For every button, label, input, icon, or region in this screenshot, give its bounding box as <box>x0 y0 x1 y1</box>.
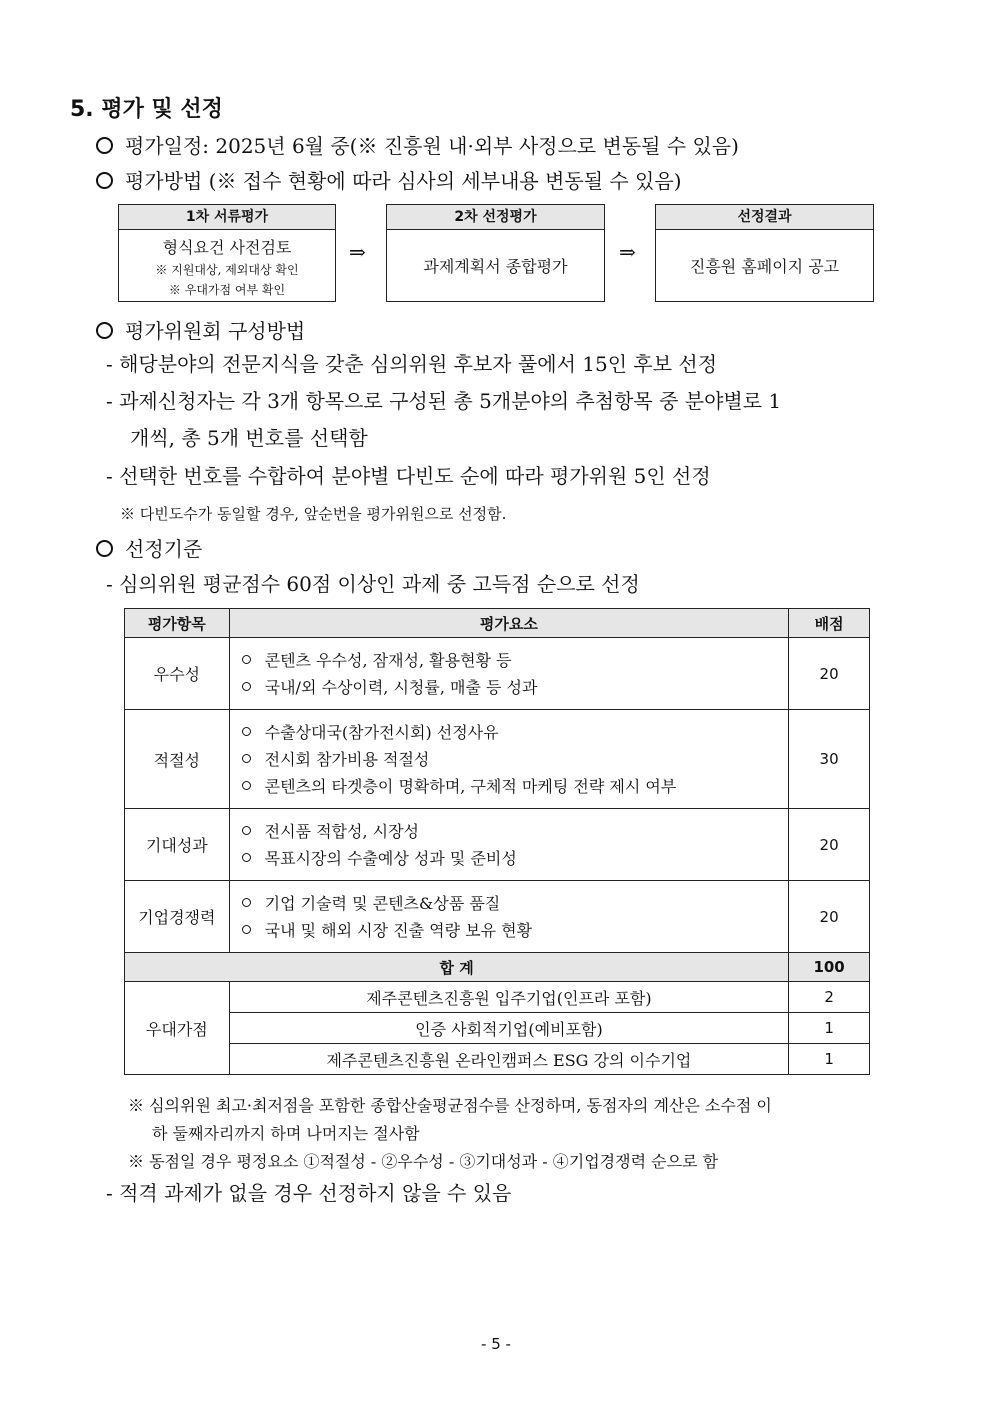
bonus-score: 1 <box>789 1013 870 1044</box>
element-text: 전시품 적합성, 시장성 <box>264 821 420 841</box>
method-line <box>96 165 682 194</box>
bonus-item: 인증 사회적기업(예비포함) <box>229 1013 789 1044</box>
total-row <box>125 953 870 982</box>
bonus-row <box>125 1044 870 1075</box>
bullet-icon <box>242 925 251 934</box>
elements-cell <box>229 809 789 881</box>
calc-note-line2: 하 둘째자리까지 하며 나머지는 절사함 <box>152 1124 420 1143</box>
schedule-line <box>96 130 739 159</box>
criteria-title: 선정기준 <box>125 537 203 561</box>
bonus-score: 1 <box>789 1044 870 1075</box>
table-header-cell: 배점 <box>789 609 870 638</box>
category-cell: 우수성 <box>125 638 230 710</box>
circle-bullet-icon <box>96 322 113 339</box>
bonus-score: 2 <box>789 982 870 1013</box>
bullet-icon <box>242 655 251 664</box>
table-header-row <box>125 609 870 638</box>
bullet-icon <box>242 754 251 763</box>
bonus-category: 우대가점 <box>125 982 230 1075</box>
method-text: 평가방법 (※ 접수 현황에 따라 심사의 세부내용 변동될 수 있음) <box>125 169 682 193</box>
table-row <box>125 710 870 809</box>
closing-line: - 적격 과제가 없을 경우 선정하지 않을 수 있음 <box>106 1181 512 1205</box>
category-cell: 기업경쟁력 <box>125 881 230 953</box>
element-text: 콘텐츠 우수성, 잠재성, 활용현황 등 <box>264 650 512 670</box>
flow-step-sub: ※ 우대가점 여부 확인 <box>168 283 286 297</box>
flow-step-body: 과제계획서 종합평가 <box>423 257 568 276</box>
criteria-heading <box>96 533 202 562</box>
table-row <box>125 809 870 881</box>
category-cell: 기대성과 <box>125 809 230 881</box>
criteria-item: - 심의위원 평균점수 60점 이상인 과제 중 고득점 순으로 선정 <box>106 572 640 596</box>
flow-step-1 <box>118 204 336 302</box>
page-number: - 5 - <box>481 1335 511 1353</box>
committee-item: - 해당분야의 전문지식을 갖춘 심의위원 후보자 풀에서 15인 후보 선정 <box>106 352 718 376</box>
bullet-icon <box>242 727 251 736</box>
committee-heading <box>96 315 305 344</box>
bonus-row <box>125 982 870 1013</box>
table-header-cell: 평가항목 <box>125 609 230 638</box>
score-cell: 20 <box>789 809 870 881</box>
flow-step-3 <box>655 204 874 302</box>
committee-title: 평가위원회 구성방법 <box>125 319 306 343</box>
circle-bullet-icon <box>96 137 113 154</box>
total-score: 100 <box>789 953 870 982</box>
bullet-icon <box>242 898 251 907</box>
schedule-text: 평가일정: 2025년 6월 중(※ 진흥원 내·외부 사정으로 변동될 수 있음) <box>125 134 739 158</box>
element-text: 국내/외 수상이력, 시청률, 매출 등 성과 <box>264 677 538 697</box>
bonus-row <box>125 1013 870 1044</box>
elements-cell <box>229 710 789 809</box>
bonus-item: 제주콘텐츠진흥원 온라인캠퍼스 ESG 강의 이수기업 <box>229 1044 789 1075</box>
bullet-icon <box>242 682 251 691</box>
calc-note-line1: ※ 심의위원 최고·최저점을 포함한 종합산술평균점수를 산정하며, 동점자의 계산은 소수점 이 <box>128 1096 772 1115</box>
tie-note: ※ 동점일 경우 평정요소 ①적절성 - ②우수성 - ③기대성과 - ④기업경쟁력 순으로 함 <box>128 1152 719 1171</box>
score-cell: 20 <box>789 881 870 953</box>
total-label: 합 계 <box>125 953 789 982</box>
committee-item: - 선택한 번호를 수합하여 분야별 다빈도 순에 따라 평가위원 5인 선정 <box>106 464 711 488</box>
flow-step-body: 형식요건 사전검토 <box>162 238 292 257</box>
score-cell: 30 <box>789 710 870 809</box>
flow-step-header: 1차 서류평가 <box>119 205 335 230</box>
circle-bullet-icon <box>96 172 113 189</box>
committee-item: 개씩, 총 5개 번호를 선택함 <box>130 426 368 450</box>
committee-item: - 과제신청자는 각 3개 항목으로 구성된 총 5개분야의 추첨항목 중 분야별로 1 <box>106 389 782 413</box>
flow-step-header: 선정결과 <box>656 205 873 230</box>
bullet-icon <box>242 826 251 835</box>
flow-step-header: 2차 선정평가 <box>387 205 604 230</box>
element-text: 기업 기술력 및 콘텐츠&상품 품질 <box>264 893 501 913</box>
elements-cell <box>229 638 789 710</box>
element-text: 수출상대국(참가전시회) 선정사유 <box>264 722 499 742</box>
bonus-item: 제주콘텐츠진흥원 입주기업(인프라 포함) <box>229 982 789 1013</box>
flow-arrow-icon: ⇒ <box>349 240 366 264</box>
score-cell: 20 <box>789 638 870 710</box>
circle-bullet-icon <box>96 540 113 557</box>
elements-cell <box>229 881 789 953</box>
table-row <box>125 638 870 710</box>
element-text: 국내 및 해외 시장 진출 역량 보유 현황 <box>264 920 533 940</box>
flow-step-body: 진흥원 홈페이지 공고 <box>689 257 840 276</box>
table-header-cell: 평가요소 <box>229 609 789 638</box>
element-text: 전시회 참가비용 적절성 <box>264 749 430 769</box>
bullet-icon <box>242 853 251 862</box>
flow-step-sub: ※ 지원대상, 제외대상 확인 <box>155 263 299 277</box>
committee-note: ※ 다빈도수가 동일할 경우, 앞순번을 평가위원으로 선정함. <box>120 505 507 523</box>
table-row <box>125 881 870 953</box>
bullet-icon <box>242 781 251 790</box>
category-cell: 적절성 <box>125 710 230 809</box>
element-text: 목표시장의 수출예상 성과 및 준비성 <box>264 848 517 868</box>
section-title: 5. 평가 및 선정 <box>70 97 223 122</box>
flow-arrow-icon: ⇒ <box>619 240 636 264</box>
flow-step-2 <box>386 204 605 302</box>
criteria-table <box>124 608 870 1075</box>
element-text: 콘텐츠의 타겟층이 명확하며, 구체적 마케팅 전략 제시 여부 <box>264 776 677 796</box>
